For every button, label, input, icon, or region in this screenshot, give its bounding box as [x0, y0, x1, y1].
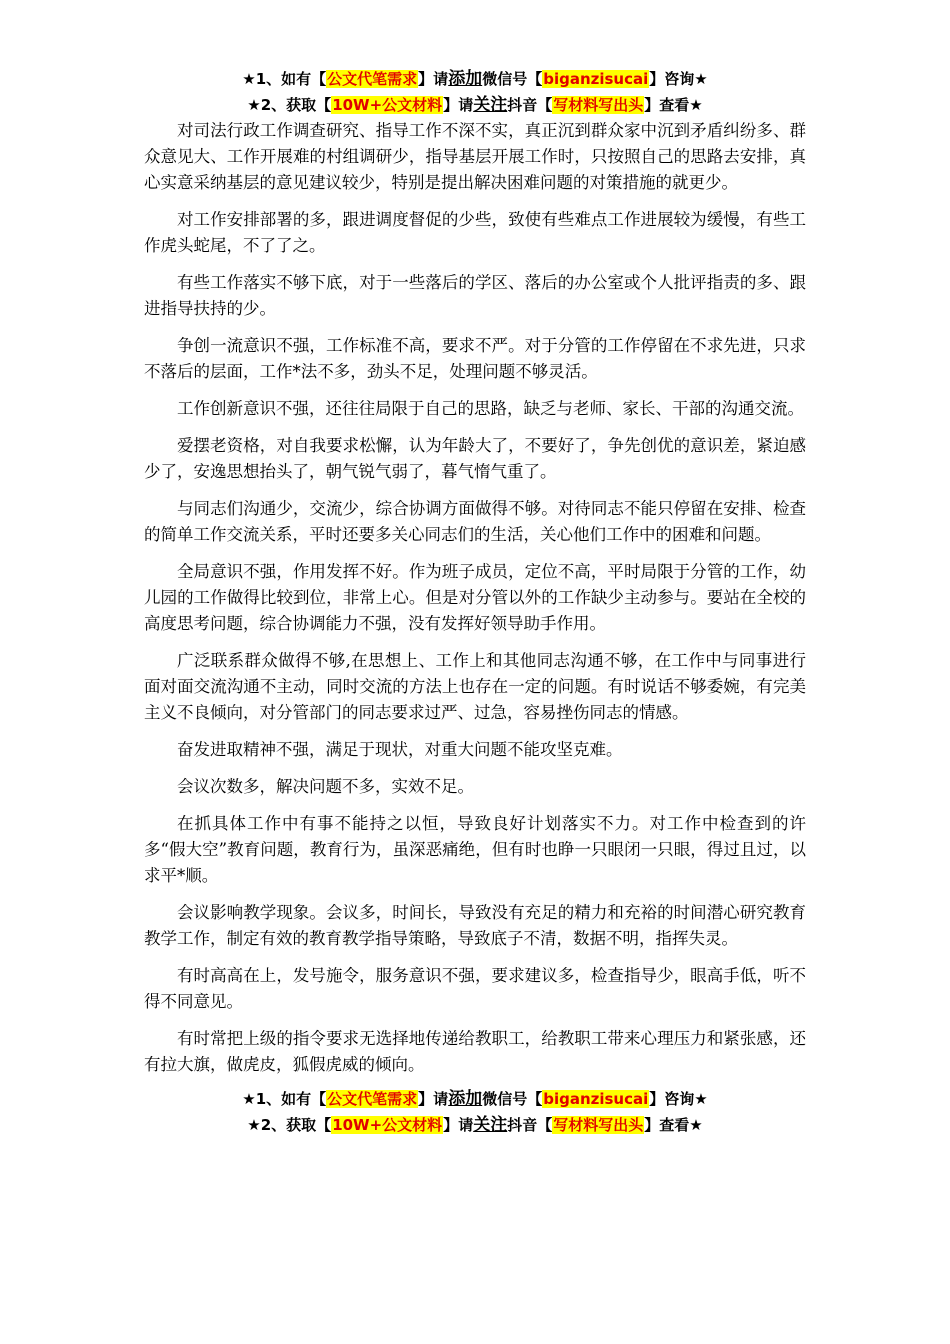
- highlight-service: 公文代笔需求: [327, 70, 418, 88]
- document-page: [144, 66, 806, 1138]
- promo-text: 抖音【: [507, 96, 553, 114]
- paragraph: 争创一流意识不强，工作标准不高，要求不严。对于分管的工作停留在不求先进，只求不落后的层面，工作*法不多，劲头不足，处理问题不够灵活。: [144, 336, 806, 381]
- underlined-action: 添加: [448, 1089, 483, 1109]
- star-icon: ★: [242, 70, 256, 88]
- paragraph: 对工作安排部署的多，跟进调度督促的少些，致使有些难点工作进展较为缓慢，有些工作虎头蛇尾，不了了之。: [144, 210, 806, 255]
- paragraph: 工作创新意识不强，还往往局限于自己的思路，缺乏与老师、家长、干部的沟通交流。: [177, 399, 804, 418]
- promo-text: 抖音【: [507, 1116, 553, 1134]
- promo-text: 】查看★: [644, 1116, 703, 1134]
- highlight-douyin: 写材料写出头: [553, 96, 644, 114]
- promo-line-2: [144, 92, 806, 118]
- paragraph: 在抓具体工作中有事不能持之以恒，导致良好计划落实不力。对工作中检查到的许多“假大空”教育问题，教育行为，虽深恶痛绝，但有时也睁一只眼闭一只眼，得过且过，以求平*顺。: [144, 814, 806, 885]
- paragraph: 与同志们沟通少，交流少，综合协调方面做得不够。对待同志不能只停留在安排、检查的简单工作交流关系，平时还要多关心同志们的生活，关心他们工作中的困难和问题。: [144, 499, 806, 544]
- paragraph: 会议影响教学现象。会议多，时间长，导致没有充足的精力和充裕的时间潜心研究教育教学工作，制定有效的教育教学指导策略，导致底子不清，数据不明，指挥失灵。: [144, 903, 806, 948]
- promo-text: 1、如有【: [255, 1090, 327, 1108]
- promo-banner-bottom: [144, 1086, 806, 1138]
- paragraph: 广泛联系群众做得不够,在思想上、工作上和其他同志沟通不够，在工作中与同事进行面对面交流沟通不主动，同时交流的方法上也存在一定的问题。有时说话不够委婉，有完美主义不良倾向，对分管部门的同志要求过严、过急，容易挫伤同志的情感。: [144, 651, 806, 722]
- promo-text: 】咨询★: [649, 70, 708, 88]
- promo-text: 】请: [418, 1090, 449, 1108]
- promo-text: 】请: [443, 1116, 474, 1134]
- paragraph: 有时常把上级的指令要求无选择地传递给教职工，给教职工带来心理压力和紧张感，还有拉大旗，做虎皮，狐假虎威的倾向。: [144, 1029, 806, 1074]
- promo-text: 】咨询★: [649, 1090, 708, 1108]
- promo-text: 】请: [418, 70, 449, 88]
- highlight-materials: 10W+公文材料: [332, 96, 443, 114]
- document-body: [144, 118, 806, 1078]
- promo-line-1: [144, 66, 806, 92]
- paragraph: 会议次数多，解决问题不多，实效不足。: [177, 777, 474, 796]
- underlined-action: 添加: [448, 69, 483, 89]
- highlight-douyin: 写材料写出头: [553, 1116, 644, 1134]
- star-icon: ★: [247, 96, 261, 114]
- underlined-action: 关注: [473, 95, 508, 115]
- promo-text: 】请: [443, 96, 474, 114]
- star-icon: ★: [247, 1116, 261, 1134]
- promo-text: 2、获取【: [260, 96, 332, 114]
- underlined-action: 关注: [473, 1115, 508, 1135]
- promo-text: 1、如有【: [255, 70, 327, 88]
- promo-text: 微信号【: [482, 70, 543, 88]
- promo-line-2: [144, 1112, 806, 1138]
- paragraph: 全局意识不强，作用发挥不好。作为班子成员，定位不高，平时局限于分管的工作，幼儿园的工作做得比较到位，非常上心。但是对分管以外的工作缺少主动参与。要站在全校的高度思考问题，综合协调能力不强，没有发挥好领导助手作用。: [144, 562, 806, 633]
- paragraph: 爱摆老资格，对自我要求松懈，认为年龄大了，不要好了，争先创优的意识差，紧迫感少了，安逸思想抬头了，朝气锐气弱了，暮气惰气重了。: [144, 436, 806, 481]
- promo-line-1: [144, 1086, 806, 1112]
- highlight-materials: 10W+公文材料: [332, 1116, 443, 1134]
- promo-text: 】查看★: [644, 96, 703, 114]
- promo-text: 2、获取【: [260, 1116, 332, 1134]
- promo-text: 微信号【: [482, 1090, 543, 1108]
- promo-banner-top: [144, 66, 806, 118]
- highlight-wechat-id: biganzisucai: [543, 70, 649, 88]
- star-icon: ★: [242, 1090, 256, 1108]
- highlight-wechat-id: biganzisucai: [543, 1090, 649, 1108]
- paragraph: 对司法行政工作调查研究、指导工作不深不实，真正沉到群众家中沉到矛盾纠纷多、群众意见大、工作开展难的村组调研少，指导基层开展工作时，只按照自己的思路去安排，真心实意采纳基层的意见建议较少，特别是提出解决困难问题的对策措施的就更少。: [144, 121, 806, 192]
- highlight-service: 公文代笔需求: [327, 1090, 418, 1108]
- paragraph: 有时高高在上，发号施令，服务意识不强，要求建议多，检查指导少，眼高手低，听不得不同意见。: [144, 966, 806, 1011]
- paragraph: 有些工作落实不够下底，对于一些落后的学区、落后的办公室或个人批评指责的多、跟进指导扶持的少。: [144, 273, 806, 318]
- paragraph: 奋发进取精神不强，满足于现状，对重大问题不能攻坚克难。: [177, 740, 623, 759]
